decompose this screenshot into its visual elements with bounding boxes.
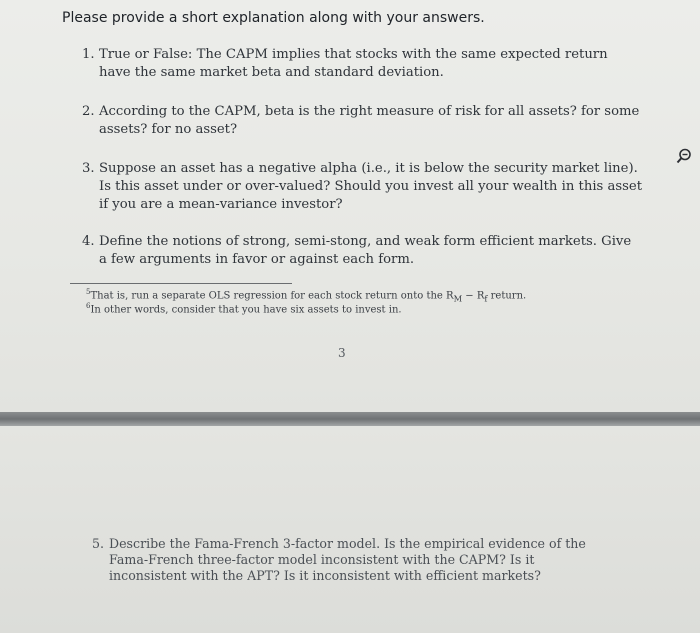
footnote-rule — [70, 283, 292, 284]
question-1 — [82, 46, 642, 82]
footnote-mark: 6 — [86, 302, 91, 310]
footnote-text: return. — [487, 290, 527, 302]
question-3 — [82, 160, 642, 214]
question-number: 4. — [82, 234, 95, 249]
question-5 — [92, 536, 612, 584]
question-4 — [82, 233, 642, 269]
zoom-icon-graphic — [676, 148, 692, 164]
footnote-subscript: f — [484, 293, 488, 304]
question-text: According to the CAPM, beta is the right measure of risk for all assets? for some assets? for no asset? — [99, 104, 640, 137]
question-text: Define the notions of strong, semi-stong, and weak form efficient markets. Give a few arguments in favor or against each form. — [99, 234, 632, 267]
document-page-bottom — [0, 426, 700, 633]
question-2 — [82, 103, 642, 139]
footnote-subscript: M — [453, 293, 463, 304]
zoom-icon[interactable] — [676, 148, 692, 164]
question-number: 1. — [82, 47, 95, 62]
instructions: Please provide a short explanation along with your answers. — [62, 10, 485, 26]
question-text: Suppose an asset has a negative alpha (i.e., it is below the security market line). Is this asset under or over-valued? Should you invest all your wealth in this asset if you are a mean-variance investor? — [99, 161, 642, 212]
footnote-text: In other words, consider that you have six assets to invest in. — [90, 304, 402, 316]
question-text: True or False: The CAPM implies that stocks with the same expected return have the same market beta and standard deviation. — [99, 47, 608, 80]
question-number: 5. — [92, 536, 105, 551]
question-number: 2. — [82, 104, 95, 119]
question-text: Describe the Fama-French 3-factor model. Is the empirical evidence of the Fama-French three-factor model inconsistent with the CAPM? Is it inconsistent with the APT? Is it inconsistent with efficient markets? — [109, 536, 586, 583]
page-number: 3 — [338, 346, 346, 360]
footnote-6 — [86, 302, 402, 315]
footnote-text: − R — [462, 290, 485, 302]
footnote-mark: 5 — [86, 288, 91, 296]
page-divider — [0, 412, 700, 426]
footnote-text: That is, run a separate OLS regression for each stock return onto the R — [90, 290, 454, 302]
question-number: 3. — [82, 161, 95, 176]
